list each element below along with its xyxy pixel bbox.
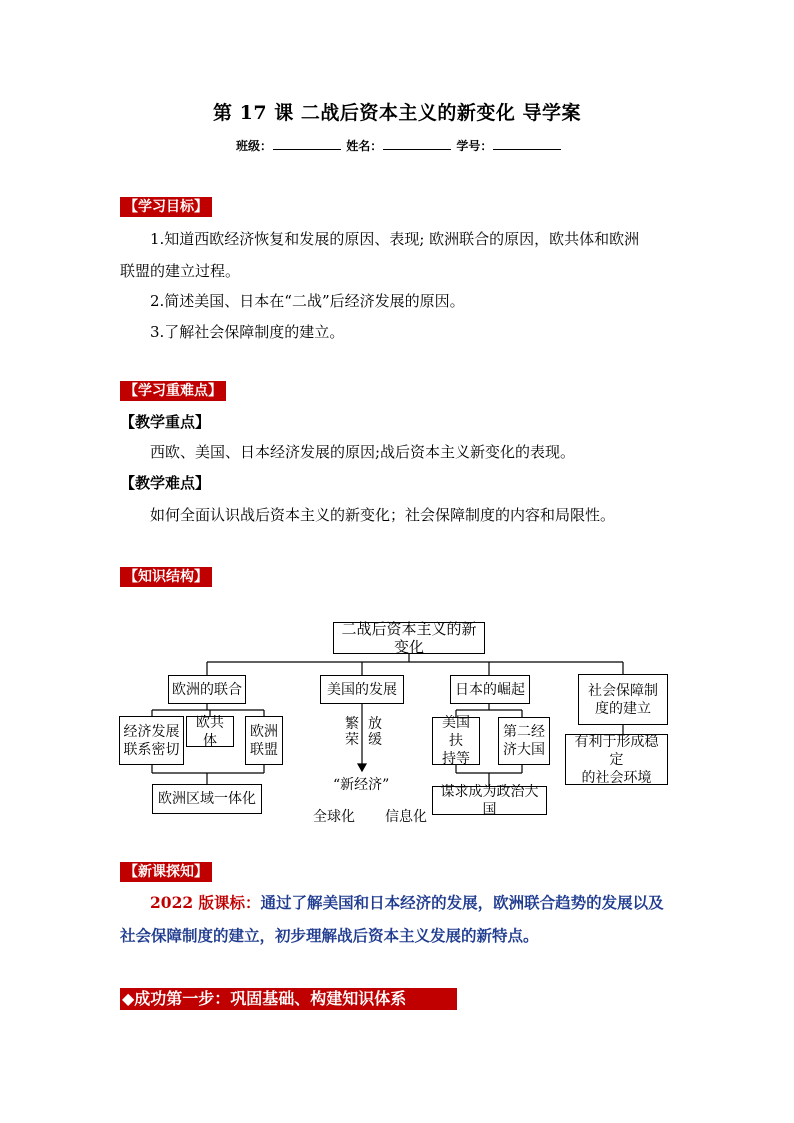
usa-globalization: 全球化 xyxy=(313,809,355,825)
number-blank[interactable] xyxy=(493,138,561,150)
usa-new-economy: “新经济” xyxy=(333,777,390,793)
root-node: 二战后资本主义的新变化 xyxy=(333,622,485,654)
japan-sub-support: 美国扶 持等 xyxy=(432,717,480,765)
page-title: 第 17 课 二战后资本主义的新变化 导学案 xyxy=(213,102,581,124)
curriculum-line-2 xyxy=(120,926,539,946)
japan-node: 日本的崛起 xyxy=(450,675,530,704)
japan-result-node: 谋求成为政治大国 xyxy=(432,786,547,815)
europe-sub-economy: 经济发展 联系密切 xyxy=(119,716,184,765)
objectives-tag: 【学习目标】 xyxy=(120,197,212,217)
student-info-line xyxy=(236,137,562,154)
usa-prosperity-label: 繁 荣 xyxy=(345,716,359,748)
number-label: 学号： xyxy=(456,139,493,153)
name-label: 姓名： xyxy=(346,139,383,153)
europe-sub-eu: 欧洲 联盟 xyxy=(245,716,283,765)
step-one-banner: ◆成功第一步：巩固基础、构建知识体系 xyxy=(120,988,457,1010)
difficulty-tag: 【学习重难点】 xyxy=(120,381,226,401)
key-point-text: 西欧、美国、日本经济发展的原因;战后资本主义新变化的表现。 xyxy=(150,443,576,461)
curriculum-label: 2022 版课标： xyxy=(150,893,261,912)
japan-sub-second-economy: 第二经 济大国 xyxy=(498,717,550,765)
europe-node: 欧洲的联合 xyxy=(168,675,246,704)
curriculum-text-1b: 美国和日本经济的发展，欧洲联合趋势的发展以及 xyxy=(322,893,664,912)
usa-slowdown-label: 放 缓 xyxy=(368,716,382,748)
europe-result-node: 欧洲区域一体化 xyxy=(152,784,262,814)
hard-point-text: 如何全面认识战后资本主义的新变化；社会保障制度的内容和局限性。 xyxy=(150,506,616,524)
usa-node: 美国的发展 xyxy=(320,675,404,704)
social-result-node: 有利于形成稳定 的社会环境 xyxy=(565,734,668,785)
hard-point-label: 【教学难点】 xyxy=(120,474,211,492)
newlesson-tag: 【新课探知】 xyxy=(120,862,212,882)
curriculum-text-2a: 社会保障制度的建立， xyxy=(120,926,276,945)
objective-line-2: 联盟的建立过程。 xyxy=(120,262,241,280)
class-blank[interactable] xyxy=(273,138,341,150)
name-blank[interactable] xyxy=(383,138,451,150)
structure-tag: 【知识结构】 xyxy=(120,567,212,587)
curriculum-text-1a: 通过了解 xyxy=(260,893,323,912)
key-point-label: 【教学重点】 xyxy=(120,413,211,431)
class-label: 班级： xyxy=(236,139,273,153)
social-security-node: 社会保障制 度的建立 xyxy=(578,674,668,725)
usa-informatization: 信息化 xyxy=(385,809,427,825)
curriculum-text-2c: 战后资本主义发展的新特点。 xyxy=(337,926,539,945)
objective-line-3: 2.简述美国、日本在“二战”后经济发展的原因。 xyxy=(150,292,465,310)
curriculum-line-1 xyxy=(150,893,664,913)
objective-line-1: 1.知道西欧经济恢复和发展的原因、表现; 欧洲联合的原因，欧共体和欧洲 xyxy=(150,230,640,248)
objective-line-4: 3.了解社会保障制度的建立。 xyxy=(150,323,345,341)
europe-sub-ec: 欧共体 xyxy=(186,716,234,747)
curriculum-text-2b: 初步理解 xyxy=(275,926,338,945)
